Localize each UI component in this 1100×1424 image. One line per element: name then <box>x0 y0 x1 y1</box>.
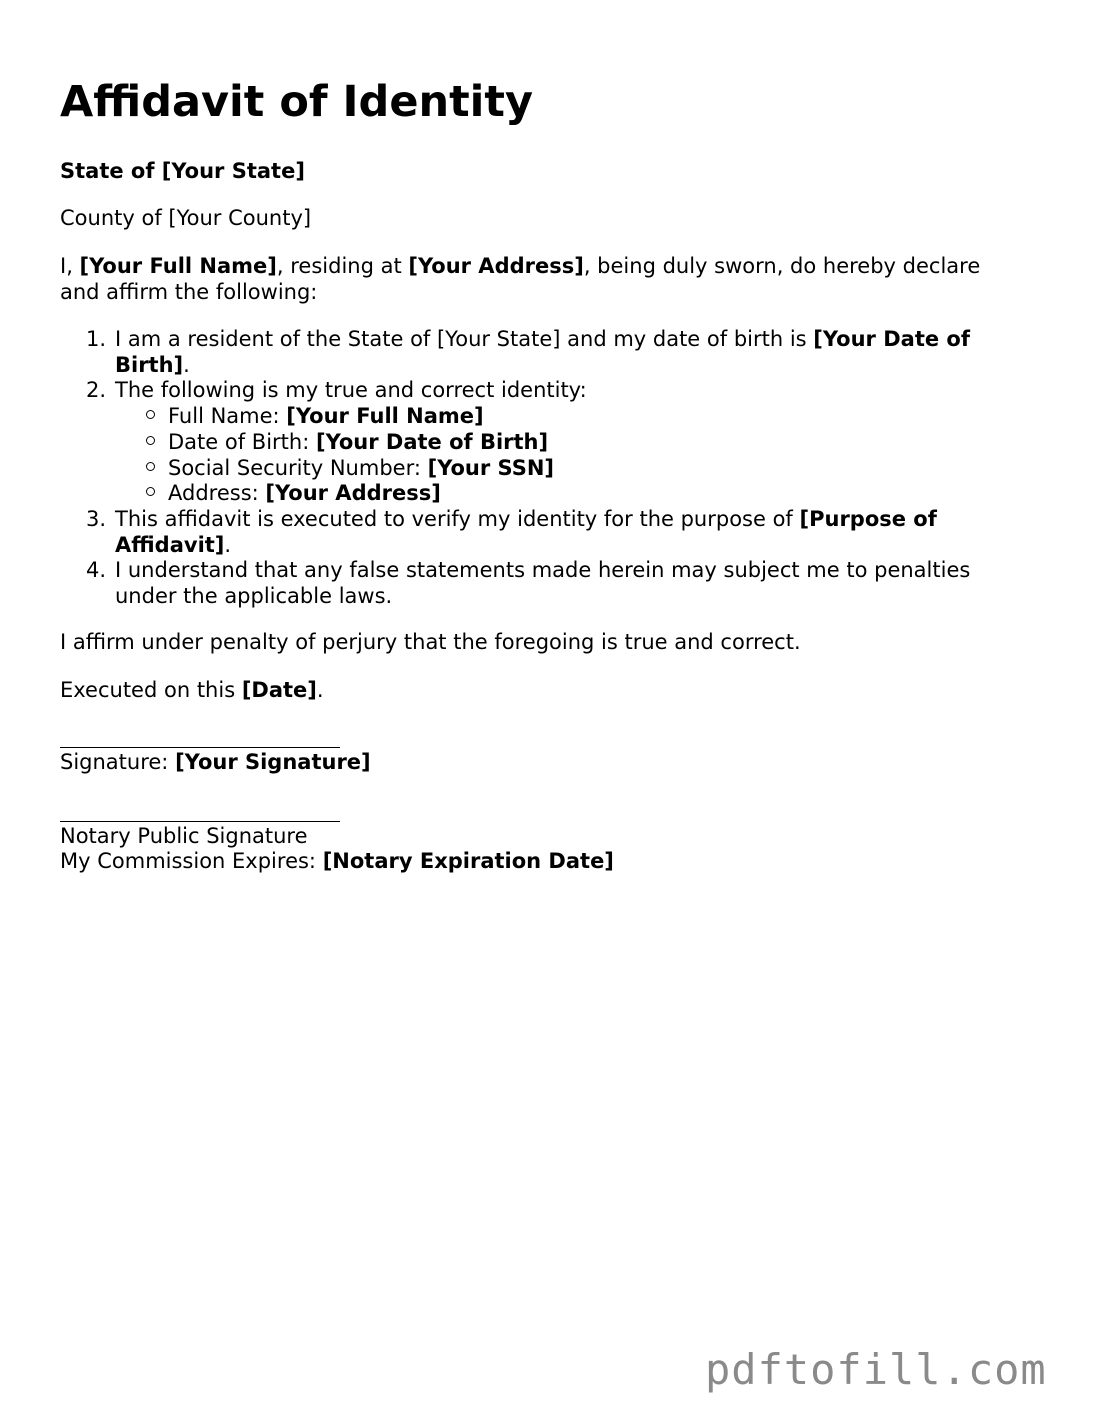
identity-address: Address: [Your Address] <box>168 481 441 505</box>
signature-label: Signature: [Your Signature] <box>60 750 371 774</box>
address-placeholder: [Your Address] <box>408 254 584 278</box>
list-item-residency: I am a resident of the State of [Your State] and my date of birth is [Your Date of Birth]. <box>115 327 970 377</box>
document-title: Affidavit of Identity <box>60 77 533 127</box>
list-number: 3. <box>86 507 107 531</box>
bullet-icon <box>146 462 155 471</box>
executed-line: Executed on this [Date]. <box>60 678 324 702</box>
state-line: State of [Your State] <box>60 159 305 183</box>
identity-full-name: Full Name: [Your Full Name] <box>168 404 484 428</box>
list-item-identity-intro: The following is my true and correct identity: <box>115 378 587 402</box>
list-item-purpose: This affidavit is executed to verify my identity for the purpose of [Purpose of Affidavit]. <box>115 507 937 557</box>
identity-ssn: Social Security Number: [Your SSN] <box>168 456 554 480</box>
list-item-penalties: I understand that any false statements made herein may subject me to penalties under the applicable laws. <box>115 558 971 608</box>
identity-date-of-birth: Date of Birth: [Your Date of Birth] <box>168 430 549 454</box>
bullet-icon <box>146 436 155 445</box>
signature-line <box>60 747 340 748</box>
bullet-icon <box>146 410 155 419</box>
affirmation-text: I affirm under penalty of perjury that the foregoing is true and correct. <box>60 630 801 654</box>
list-number: 4. <box>86 558 107 582</box>
date-placeholder: [Date] <box>241 678 317 702</box>
notary-signature-line <box>60 821 340 822</box>
full-name-placeholder: [Your Full Name] <box>79 254 277 278</box>
intro-line-2: and affirm the following: <box>60 280 318 304</box>
watermark-logo: pdftofill.com <box>705 1345 1047 1394</box>
list-number: 1. <box>86 327 107 351</box>
notary-signature-label: Notary Public Signature <box>60 824 308 848</box>
list-number: 2. <box>86 378 107 402</box>
county-line: County of [Your County] <box>60 206 312 230</box>
intro-line-1: I, [Your Full Name], residing at [Your Address], being duly sworn, do hereby declare <box>60 254 981 278</box>
commission-expires: My Commission Expires: [Notary Expiration Date] <box>60 849 614 873</box>
bullet-icon <box>146 487 155 496</box>
